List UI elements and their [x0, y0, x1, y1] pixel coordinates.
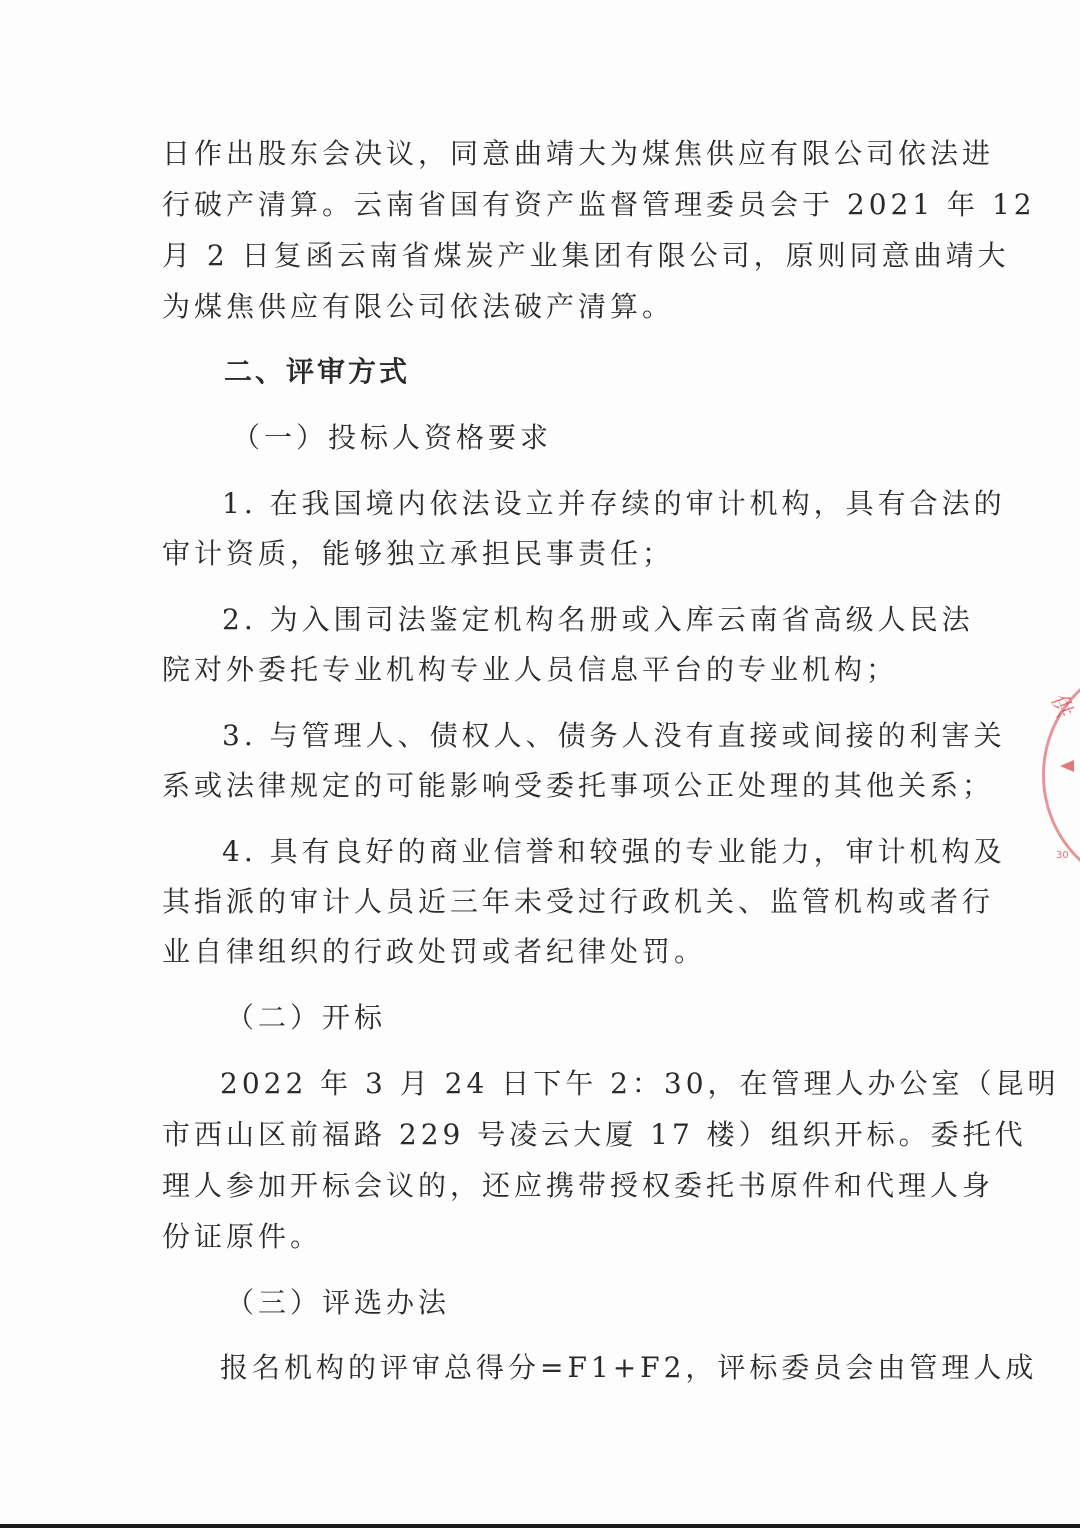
intro-line-3: 月 2 日复函云南省煤炭产业集团有限公司，原则同意曲靖大	[162, 239, 1010, 272]
sub-heading-selection-method: （三）评选办法	[226, 1286, 451, 1319]
scoring-line-1: 报名机构的评审总得分=F1+F2，评标委员会由管理人成	[220, 1351, 1038, 1384]
sub-heading-qualification: （一）投标人资格要求	[232, 421, 553, 454]
intro-line-4: 为煤焦供应有限公司依法破产清算。	[162, 290, 675, 323]
seal-character: 供	[1045, 691, 1077, 721]
intro-line-1: 日作出股东会决议，同意曲靖大为煤焦供应有限公司依法进	[162, 137, 995, 170]
red-seal-stamp	[1038, 660, 1080, 890]
qualification-item-2-line-1: 2. 为入围司法鉴定机构名册或入库云南省高级人民法	[222, 603, 974, 636]
qualification-item-1-line-2: 审计资质，能够独立承担民事责任；	[162, 537, 675, 570]
bid-opening-line-1: 2022 年 3 月 24 日下午 2：30，在管理人办公室（昆明	[220, 1067, 1060, 1100]
qualification-item-3-line-1: 3. 与管理人、债权人、债务人没有直接或间接的利害关	[222, 719, 1006, 752]
seal-number: 30	[1056, 850, 1069, 861]
bid-opening-line-3: 理人参加开标会议的，还应携带授权委托书原件和代理人身	[162, 1169, 995, 1202]
qualification-item-4-line-2: 其指派的审计人员近三年未受过行政机关、监管机构或者行	[162, 885, 995, 918]
intro-line-2: 行破产清算。云南省国有资产监督管理委员会于 2021 年 12	[162, 188, 1036, 221]
qualification-item-1-line-1: 1. 在我国境内依法设立并存续的审计机构，具有合法的	[222, 487, 1006, 520]
qualification-item-4-line-3: 业自律组织的行政处罚或者纪律处罚。	[162, 935, 707, 968]
qualification-item-2-line-2: 院对外委托专业机构专业人员信息平台的专业机构；	[162, 653, 899, 686]
seal-star-icon	[1060, 760, 1074, 772]
bid-opening-line-4: 份证原件。	[162, 1220, 323, 1253]
page-bottom-edge	[0, 1524, 1080, 1528]
bid-opening-line-2: 市西山区前福路 229 号凌云大厦 17 楼）组织开标。委托代	[162, 1118, 1027, 1151]
section-heading-review-method: 二、评审方式	[224, 355, 411, 388]
qualification-item-3-line-2: 系或法律规定的可能影响受委托事项公正处理的其他关系；	[162, 769, 995, 802]
qualification-item-4-line-1: 4. 具有良好的商业信誉和较强的专业能力，审计机构及	[222, 835, 1006, 868]
sub-heading-bid-opening: （二）开标	[226, 1001, 387, 1034]
